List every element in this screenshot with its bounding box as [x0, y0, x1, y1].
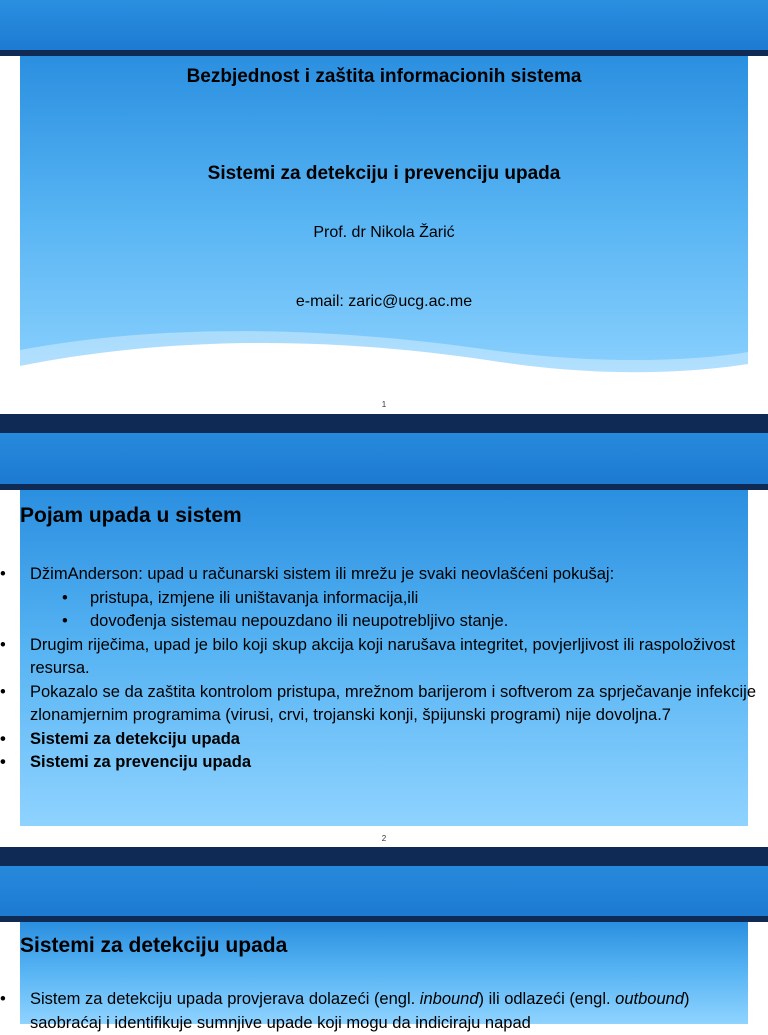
author-name: Prof. dr Nikola Žarić: [313, 224, 455, 241]
slide-heading: Sistemi za detekciju upada: [20, 934, 288, 957]
slide-heading: Pojam upada u sistem: [20, 504, 242, 527]
slide-content-panel: [0, 490, 756, 826]
page-number: 2: [381, 834, 387, 843]
author-email: e-mail: zaric@ucg.ac.me: [295, 293, 473, 310]
bullet-item: • Sistemi za prevenciju upada: [0, 753, 251, 771]
presentation-title: Bezbjednost i zaštita informacionih sistema: [186, 66, 582, 87]
slide-header-bar: [0, 847, 768, 922]
sub-bullet-item: • dovođenja sistemau nepouzdano ili neupotrebljivo stanje.: [62, 612, 509, 630]
bullet-item: • Pokazalo se da zaštita kontrolom pristupa, mrežnom barijerom i softverom za sprječavanje infekcije zlonamjernim programima (virusi, crvi, trojanski konji, špijunski programi) nije dovoljna.7: [0, 682, 756, 724]
slide-header-bar: [0, 0, 768, 56]
slide-content-panel: [0, 922, 748, 1032]
bullet-list: [0, 988, 756, 1035]
bullet-list: [0, 563, 756, 775]
bullet-item: • DžimAnderson: upad u računarski sistem ili mrežu je svaki neovlašćeni pokušaj:: [0, 565, 615, 583]
decorative-waves: [20, 310, 748, 390]
header-navy-stripe: [0, 414, 768, 433]
presentation-subtitle: Sistemi za detekciju i prevenciju upada: [207, 163, 561, 184]
slide-2: [0, 414, 768, 847]
slide-header-bar: [0, 414, 768, 490]
bullet-item: • Sistem za detekciju upada provjerava dolazeći (engl. inbound) ili odlazeći (engl. outbound) saobraćaj i identifikuje sumnjive upade koji mogu da indiciraju napad: [0, 990, 690, 1032]
slide-3: [0, 847, 768, 1032]
page-number: 1: [381, 400, 387, 409]
bullet-item: • Drugim riječima, upad je bilo koji skup akcija koji narušava integritet, povjerljivost ili raspoloživost resursa.: [0, 635, 736, 677]
slide-1: [0, 0, 768, 414]
header-navy-stripe: [0, 847, 768, 866]
bullet-item: • Sistemi za detekciju upada: [0, 729, 240, 748]
term-inbound: inbound: [419, 990, 479, 1008]
slide-content-panel: [20, 56, 748, 390]
sub-bullet-item: • pristupa, izmjene ili uništavanja informacija,ili: [62, 588, 419, 607]
term-outbound: outbound: [615, 990, 684, 1008]
